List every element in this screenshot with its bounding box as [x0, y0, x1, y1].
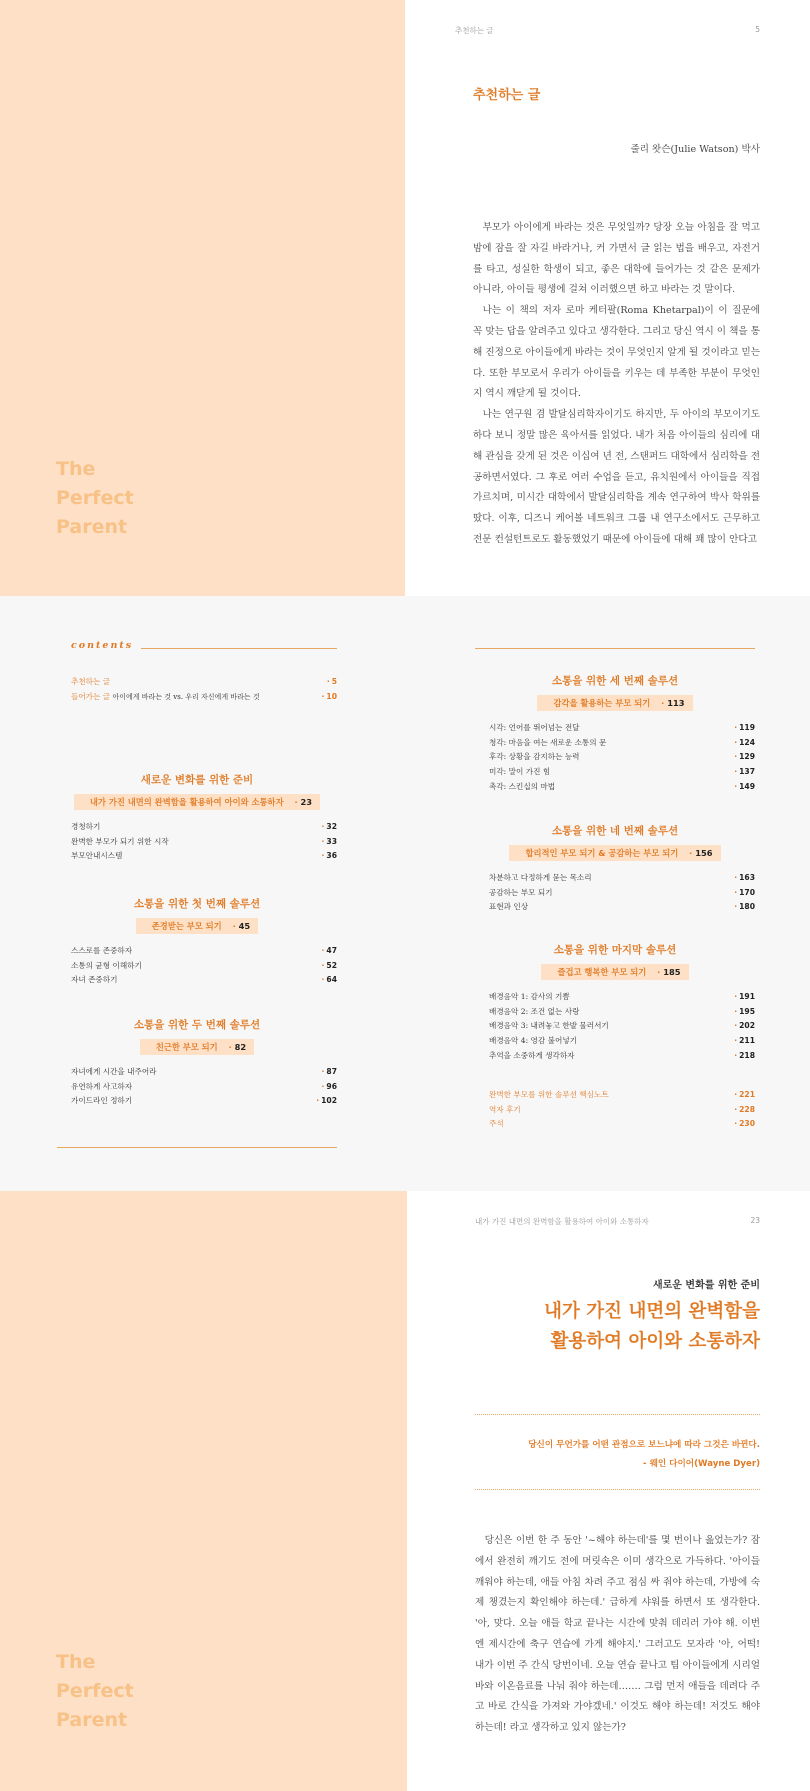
toc-front-matter	[71, 675, 337, 704]
toc-entry[interactable]: 부모안내시스템 · 36	[71, 849, 337, 864]
running-head: 추천하는 글	[455, 26, 494, 35]
section-title: 소통을 위한 네 번째 솔루션	[551, 825, 679, 837]
epigraph-quote: 당신이 무언가를 어떤 관점으로 보느냐에 따라 그것은 바뀐다.	[528, 1440, 760, 1450]
section-items	[57, 1065, 337, 1109]
brand-title: The Perfect Parent	[56, 458, 134, 538]
toc-entry[interactable]: 가이드라인 정하기 · 102	[71, 1094, 337, 1109]
chapter-body	[475, 1531, 760, 1739]
toc-entry[interactable]: 차분하고 다정하게 묻는 목소리 · 163	[489, 871, 755, 886]
toc-entry[interactable]: 배경음악 3: 내려놓고 한발 물러서기 · 202	[489, 1019, 755, 1034]
page-title: 추천하는 글	[473, 88, 541, 103]
section-items	[475, 990, 755, 1064]
spread-chapter-opener	[0, 1191, 810, 1791]
section-title: 소통을 위한 세 번째 솔루션	[551, 675, 679, 687]
toc-entry[interactable]: 완벽한 부모를 위한 솔루션 핵심노트 · 221	[489, 1088, 755, 1103]
toc-back-matter	[489, 1088, 755, 1132]
foreword-author: 줄리 왓슨(Julie Watson) 박사	[630, 144, 760, 155]
contents-label: contents	[71, 640, 141, 651]
chapter-title-line: 내가 가진 내면의 완벽함을	[544, 1301, 760, 1322]
toc-entry[interactable]: 추천하는 글 · 5	[71, 675, 337, 690]
toc-entry[interactable]: 자녀 존중하기 · 64	[71, 973, 337, 988]
section-title: 소통을 위한 두 번째 솔루션	[133, 1019, 261, 1031]
toc-entry[interactable]: 스스로를 존중하자 · 47	[71, 944, 337, 959]
toc-entry[interactable]: 후각: 상황을 감지하는 능력 · 129	[489, 750, 755, 765]
chapter-kicker: 새로운 변화를 위한 준비	[652, 1280, 760, 1291]
section-subtitle[interactable]: 존경받는 부모 되기 · 45	[57, 914, 337, 934]
quote-rule-top	[475, 1414, 760, 1415]
epigraph	[528, 1436, 760, 1474]
toc-entry[interactable]: 소통의 균형 이해하기 · 52	[71, 959, 337, 974]
section-items	[57, 944, 337, 988]
toc-section	[57, 896, 337, 988]
section-items	[57, 820, 337, 864]
page-number: 5	[755, 25, 760, 34]
epigraph-author: - 웨인 다이어(Wayne Dyer)	[643, 1459, 760, 1469]
running-head: 내가 가진 내면의 완벽함을 활용하여 아이와 소통하자	[475, 1217, 649, 1226]
chapter-title-line: 활용하여 아이와 소통하자	[550, 1331, 760, 1352]
section-subtitle[interactable]: 내가 가진 내면의 완벽함을 활용하여 아이와 소통하자 · 23	[57, 790, 337, 810]
page-23	[407, 1191, 810, 1791]
toc-entry[interactable]: 추억을 소중하게 생각하자 · 218	[489, 1049, 755, 1064]
toc-entry[interactable]: 촉각: 스킨십의 마법 · 149	[489, 780, 755, 795]
contents-rule	[475, 648, 755, 649]
foreword-body	[473, 218, 760, 545]
section-subtitle[interactable]: 친근한 부모 되기 · 82	[57, 1035, 337, 1055]
running-header	[475, 1216, 760, 1227]
section-subtitle[interactable]: 합리적인 부모 되기 & 공감하는 부모 되기 · 156	[475, 841, 755, 861]
toc-section	[475, 823, 755, 915]
left-page-cover	[0, 1191, 407, 1791]
toc-entry[interactable]: 역자 후기 · 228	[489, 1103, 755, 1118]
toc-entry[interactable]: 자녀에게 시간을 내주어라 · 87	[71, 1065, 337, 1080]
brand-title: The Perfect Parent	[56, 1651, 134, 1731]
section-title: 새로운 변화를 위한 준비	[140, 774, 254, 786]
quote-rule-bottom	[475, 1489, 760, 1490]
section-items	[475, 871, 755, 915]
paragraph: 당신은 이번 한 주 동안 '~해야 하는데'를 몇 번이나 읊었는가? 잠에서 완전히 깨기도 전에 머릿속은 이미 생각으로 가득하다. '아이들 깨워야 하는데, 애들 아침 차려 주고 점심 싸 줘야 하는데, 가방에 숙제 챙겼는지 확인해야 하는데.' 급하게 샤워를 하면서 또 생각한다. '아, 맞다. 오늘 애들 학교 끝나는 시간에 맞춰 데리러 가야 해. 이번엔 제시간에 축구 연습에 가게 해야지.' 그러고도 모자라 '아, 어떡! 내가 이번 주 간식 당번이네. 오늘 연습 끝나고 팀 아이들에게 시리얼 바와 이온음료를 나눠 줘야 하는데……. 그럼 먼저 애들을 데려다 주고 바로 간식을 가져와 가야겠네.' 이것도 해야 하는데! 저것도 해야 하는데! 라고 생각하고 있지 않는가?	[475, 1535, 760, 1734]
toc-entry[interactable]: 들어가는 글 아이에게 바라는 것 vs. 우리 자신에게 바라는 것 · 10	[71, 690, 337, 705]
toc-entry[interactable]: 유연하게 사고하자 · 96	[71, 1080, 337, 1095]
toc-section	[57, 1017, 337, 1109]
toc-entry[interactable]: 미각: 말이 가진 힘 · 137	[489, 765, 755, 780]
paragraph: 나는 이 책의 저자 로마 케터팔(Roma Khetarpal)이 이 질문에 꼭 맞는 답을 알려주고 있다고 생각한다. 그리고 당신 역시 이 책을 통해 진정으로 아이들에게 바라는 것이 무엇인지 알게 될 것이라고 믿는다. 또한 부모로서 우리가 아이들을 키우는 데 부족한 부분이 무엇인지 역시 깨닫게 될 것이다.	[473, 305, 760, 400]
toc-entry[interactable]: 완벽한 부모가 되기 위한 시작 · 33	[71, 835, 337, 850]
section-subtitle[interactable]: 감각을 활용하는 부모 되기 · 113	[475, 691, 755, 711]
toc-section	[57, 772, 337, 864]
paragraph: 나는 연구원 겸 발달심리학자이기도 하지만, 두 아이의 부모이기도 하다 보니 정말 많은 육아서를 읽었다. 내가 처음 아이들의 심리에 대해 관심을 갖게 된 것은 이십여 년 전, 스탠퍼드 대학에서 심리학을 전공하면서였다. 그 후로 여러 수업을 듣고, 유치원에서 아이들을 직접 가르치며, 미시간 대학에서 발달심리학을 계속 연구하여 박사 학위를 땄다. 이후, 디즈니 케어볼 네트워크 그룹 내 연구소에서도 근무하고 전문 컨설턴트로도 활동했었기 때문에 아이들에 대해 꽤 많이 안다고	[473, 409, 760, 545]
chapter-title	[544, 1297, 760, 1357]
section-items	[475, 721, 755, 795]
toc-entry[interactable]: 공감하는 부모 되기 · 170	[489, 886, 755, 901]
page-number: 23	[750, 1216, 760, 1225]
toc-entry[interactable]: 시각: 언어를 뛰어넘는 전달 · 119	[489, 721, 755, 736]
toc-section	[475, 673, 755, 795]
running-header	[455, 25, 760, 36]
spread-foreword	[0, 0, 810, 596]
bottom-rule	[57, 1147, 337, 1148]
section-title: 소통을 위한 첫 번째 솔루션	[133, 898, 261, 910]
toc-entry[interactable]: 경청하기 · 32	[71, 820, 337, 835]
toc-entry[interactable]: 청각: 마음을 여는 새로운 소통의 문 · 124	[489, 736, 755, 751]
page-5	[405, 0, 810, 596]
section-title: 소통을 위한 마지막 솔루션	[553, 944, 677, 956]
paragraph: 부모가 아이에게 바라는 것은 무엇일까? 당장 오늘 아침을 잘 먹고 밤에 잠을 잘 자길 바라거나, 커 가면서 글 읽는 법을 배우고, 자전거를 타고, 성실한 학생이 되고, 좋은 대학에 들어가는 것 같은 문제가 아니라, 아이들 평생에 걸쳐 이러했으면 하고 바라는 것 말이다.	[473, 222, 760, 296]
spread-contents	[0, 596, 810, 1191]
toc-entry[interactable]: 표현과 인상 · 180	[489, 900, 755, 915]
toc-entry[interactable]: 배경음악 4: 영감 불어넣기 · 211	[489, 1034, 755, 1049]
toc-entry[interactable]: 배경음악 1: 감사의 기쁨 · 191	[489, 990, 755, 1005]
section-subtitle[interactable]: 즐겁고 행복한 부모 되기 · 185	[475, 960, 755, 980]
toc-entry[interactable]: 배경음악 2: 조건 없는 사랑 · 195	[489, 1005, 755, 1020]
toc-section	[475, 942, 755, 1064]
left-page-cover	[0, 0, 405, 596]
toc-entry[interactable]: 주석 · 230	[489, 1117, 755, 1132]
